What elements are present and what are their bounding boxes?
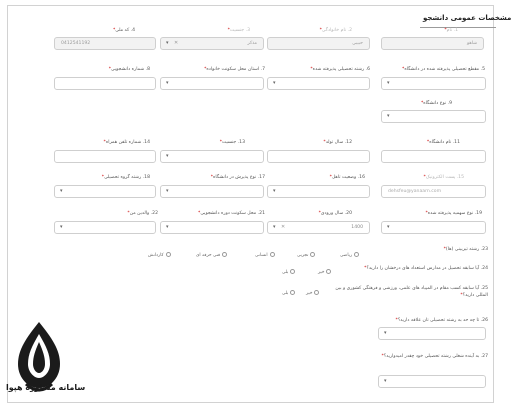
- national-code-field: 0412541192: [54, 37, 156, 50]
- label-olympiad: 25. آیا سابقه کسب مقام در المپیاد های علمی، ورزشی و فرهنگی کشوری و بین المللی دارید؟*: [335, 286, 488, 298]
- chevron-down-icon: ▾: [273, 80, 276, 86]
- chevron-down-icon: ▾: [384, 378, 387, 384]
- chevron-down-icon: ▾: [273, 188, 276, 194]
- field-group-select[interactable]: [54, 185, 156, 198]
- radio-icon: [166, 252, 171, 257]
- option-olympiad-yes[interactable]: بلی: [282, 290, 295, 296]
- label-first-name: 1. نام*: [444, 28, 458, 33]
- label-field-interest: 26. تا چه حد به رشته تحصیلی تان علاقه دارید؟*: [395, 318, 488, 323]
- chevron-down-icon: ▾: [166, 224, 169, 230]
- university-type-select[interactable]: [381, 110, 486, 123]
- label-birth-year: 12. سال تولد*: [323, 140, 352, 145]
- student-info-panel: [7, 5, 511, 403]
- label-entry-year: 20. سال ورودی*: [318, 211, 352, 216]
- marital-status-select[interactable]: [267, 185, 370, 198]
- option-vocational[interactable]: کاردانش: [148, 252, 171, 258]
- degree-select[interactable]: [381, 77, 486, 90]
- label-major: 6. رشته تحصیلی پذیرفته شده*: [310, 67, 370, 72]
- family-province-select[interactable]: [160, 77, 264, 90]
- label-university-type: 9. نوع دانشگاه*: [420, 101, 452, 106]
- radio-icon: [270, 252, 275, 257]
- first-name-field: شاهو: [381, 37, 484, 50]
- field-interest-select[interactable]: [378, 327, 486, 340]
- label-mobile: 14. شماره تلفن همراه*: [103, 140, 150, 145]
- option-olympiad-no[interactable]: خیر: [306, 290, 319, 296]
- label-email: 15. پست الکترونیک*: [423, 175, 464, 180]
- radio-icon: [354, 252, 359, 257]
- label-last-name: 2. نام خانوادگی*: [319, 28, 352, 33]
- email-field[interactable]: dehsfeu@yanaarn.com: [381, 185, 486, 198]
- label-career-hope: 27. به آینده شغلی رشته تحصیلی خود چقدر امیدوارید؟*: [381, 354, 488, 359]
- radio-icon: [290, 290, 295, 295]
- label-field-group: 18. رشته گروه تحصیلی*: [101, 175, 150, 180]
- option-math[interactable]: ریاضی: [340, 252, 359, 258]
- label-admission-type: 17. نوع پذیرش در دانشگاه*: [210, 175, 265, 180]
- student-number-field[interactable]: [54, 77, 156, 90]
- mobile-field[interactable]: [54, 150, 156, 163]
- chevron-down-icon: ▾: [166, 188, 169, 194]
- chevron-down-icon: ▾: [166, 153, 169, 159]
- radio-icon: [222, 252, 227, 257]
- label-parents: 22. والدین من*: [127, 211, 158, 216]
- label-national-code: 4. کد ملی*: [112, 28, 135, 33]
- residence-select[interactable]: [160, 221, 264, 234]
- chevron-down-icon: ▾: [60, 188, 63, 194]
- radio-icon: [290, 269, 295, 274]
- career-hope-select[interactable]: [378, 375, 486, 388]
- chevron-down-icon: ▾: [384, 330, 387, 336]
- chevron-down-icon: ▾: [166, 80, 169, 86]
- label-gifted-school: 24. آیا سابقه تحصیل در مدارس استعداد های درخشان را دارید؟*: [364, 266, 488, 271]
- label-degree: 5. مقطع تحصیلی پذیرفته شده در دانشگاه*: [402, 67, 485, 72]
- gender-select-top: مذکر ✕ ▾: [160, 37, 264, 50]
- major-select[interactable]: [267, 77, 370, 90]
- chevron-down-icon: ▾: [387, 113, 390, 119]
- birth-year-field[interactable]: [267, 150, 370, 163]
- label-diploma-field: 23. رشته تیزبینی (ها)*: [443, 247, 488, 252]
- chevron-down-icon: ▾: [387, 80, 390, 86]
- clear-icon[interactable]: ✕: [281, 224, 286, 230]
- last-name-field: حبیبی: [267, 37, 370, 50]
- brand-name: سامانه مشاوره هپوا: [6, 383, 86, 392]
- entry-year-select[interactable]: 1400 ✕ ▾: [267, 221, 370, 234]
- label-university-name: 11. نام دانشگاه*: [426, 140, 460, 145]
- chevron-down-icon: ▾: [273, 224, 276, 230]
- option-technical[interactable]: فنی حرفه ای: [196, 252, 227, 258]
- chevron-down-icon: ▾: [166, 40, 169, 46]
- label-residence: 21. محل سکونت دوره دانشجویی*: [198, 211, 265, 216]
- radio-icon: [310, 252, 315, 257]
- panel-title: مشخصات عمومی دانشجو: [423, 14, 511, 22]
- label-family-province: 7. استان محل سکونت خانواده*: [204, 67, 265, 72]
- option-humanities[interactable]: انسانی: [255, 252, 275, 258]
- option-gifted-yes[interactable]: بلی: [282, 269, 295, 275]
- quota-type-select[interactable]: [381, 221, 486, 234]
- label-gender-top: 3. جنسیت*: [227, 28, 250, 33]
- option-gifted-no[interactable]: خیر: [318, 269, 331, 275]
- parents-select[interactable]: [54, 221, 156, 234]
- title-divider: [420, 27, 496, 28]
- gender-select[interactable]: [160, 150, 264, 163]
- label-marital-status: 16. وضعیت تاهل*: [329, 175, 365, 180]
- chevron-down-icon: ▾: [387, 224, 390, 230]
- chevron-down-icon: ▾: [60, 224, 63, 230]
- label-student-number: 8. شماره دانشجویی*: [108, 67, 150, 72]
- admission-type-select[interactable]: [160, 185, 264, 198]
- radio-icon: [326, 269, 331, 274]
- option-experimental[interactable]: تجربی: [297, 252, 315, 258]
- clear-icon: ✕: [174, 40, 179, 46]
- university-name-field[interactable]: [381, 150, 486, 163]
- radio-icon: [314, 290, 319, 295]
- label-quota-type: 19. نوع سهمیه پذیرفته شده*: [425, 211, 482, 216]
- label-gender: 13. جنسیت*: [219, 140, 245, 145]
